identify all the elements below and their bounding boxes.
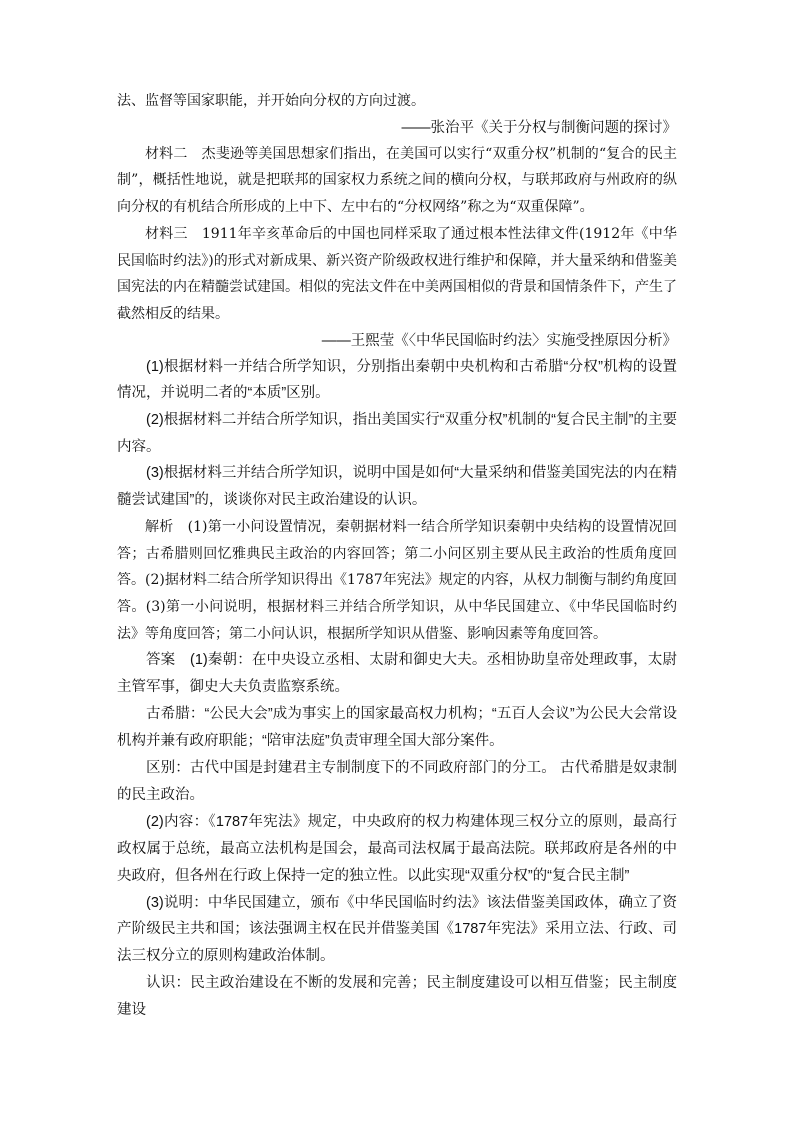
question-3: (3)根据材料三并结合所学知识，说明中国是如何“大量采纳和借鉴美国宪法的内在精髓尝试建国”的，谈谈你对民主政治建设的认识。: [117, 465, 677, 509]
material1-tail: 法、监督等国家职能，并开始向分权的方向过渡。: [117, 93, 425, 109]
analysis: 解析 (1)第一小问设置情况，秦朝据材料一结合所学知识秦朝中央结构的设置情况回答；古希腊则回忆雅典民主政治的内容回答；第二小问区别主要从民主政治的性质角度回答。(2)据材料二结合所学知识得出《1787年宪法》规定的内容，从权力制衡与制约角度回答。(3)第一小问说明，根据材料三并结合所学知识，从中华民国建立、《中华民国临时约法》等角度回答；第二小问认识，根据所学知识从借鉴、影响因素等角度回答。: [117, 518, 677, 642]
question-2: (2)根据材料二并结合所学知识，指出美国实行“双重分权”机制的“复合民主制”的主要内容。: [117, 412, 677, 455]
material3-source: ——王熙莹《〈中华民国临时约法〉实施受挫原因分析》: [321, 332, 677, 349]
answer-1-qin: 答案 (1)秦朝：在中央设立丞相、太尉和御史大夫。丞相协助皇帝处理政事，太尉主管军事，御史大夫负责监察系统。: [117, 652, 677, 696]
answer-1-difference: 区别：古代中国是封建君主专制制度下的不同政府部门的分工。 古代希腊是奴隶制的民主政治。: [117, 759, 677, 803]
answer-3-view: 认识：民主政治建设在不断的发展和完善；民主制度建设可以相互借鉴；民主制度建设: [117, 975, 677, 1019]
question-1: (1)根据材料一并结合所学知识，分别指出秦朝中央机构和古希腊“分权”机构的设置情况，并说明二者的“本质”区别。: [117, 358, 677, 402]
document-page: [117, 88, 677, 1024]
answer-1-greece: 古希腊：“公民大会”成为事实上的国家最高权力机构；“五百人会议”为公民大会常设机构并兼有政府职能；“陪审法庭”负责审理全国大部分案件。: [117, 706, 677, 750]
material2: 材料二 杰斐逊等美国思想家们指出，在美国可以实行“双重分权”机制的“复合的民主制”，概括性地说，就是把联邦的国家权力系统之间的横向分权，与联邦政府与州政府的纵向分权的有机结合所形成的上中下、左中右的“分权网络”称之为“双重保障”。: [117, 145, 677, 216]
material3: 材料三 1911年辛亥革命后的中国也同样采取了通过根本性法律文件(1912年《中华民国临时约法》)的形式对新成果、新兴资产阶级政权进行维护和保障，并大量采纳和借鉴美国宪法的内在精髓尝试建国。相似的宪法文件在中美两国相似的背景和国情条件下，产生了截然相反的结果。: [117, 225, 677, 322]
answer-3: (3)说明：中华民国建立，颁布《中华民国临时约法》该法借鉴美国政体，确立了资产阶级民主共和国；该法强调主权在民并借鉴美国《1787年宪法》采用立法、行政、司法三权分立的原则构建政治体制。: [117, 894, 677, 965]
answer-2: (2)内容：《1787年宪法》规定，中央政府的权力构建体现三权分立的原则，最高行政权属于总统，最高立法机构是国会，最高司法权属于最高法院。联邦政府是各州的中央政府，但各州在行政上保持一定的独立性。以此实现“双重分权”的“复合民主制”: [117, 813, 677, 884]
material1-source: ——张治平《关于分权与制衡问题的探讨》: [401, 119, 677, 136]
